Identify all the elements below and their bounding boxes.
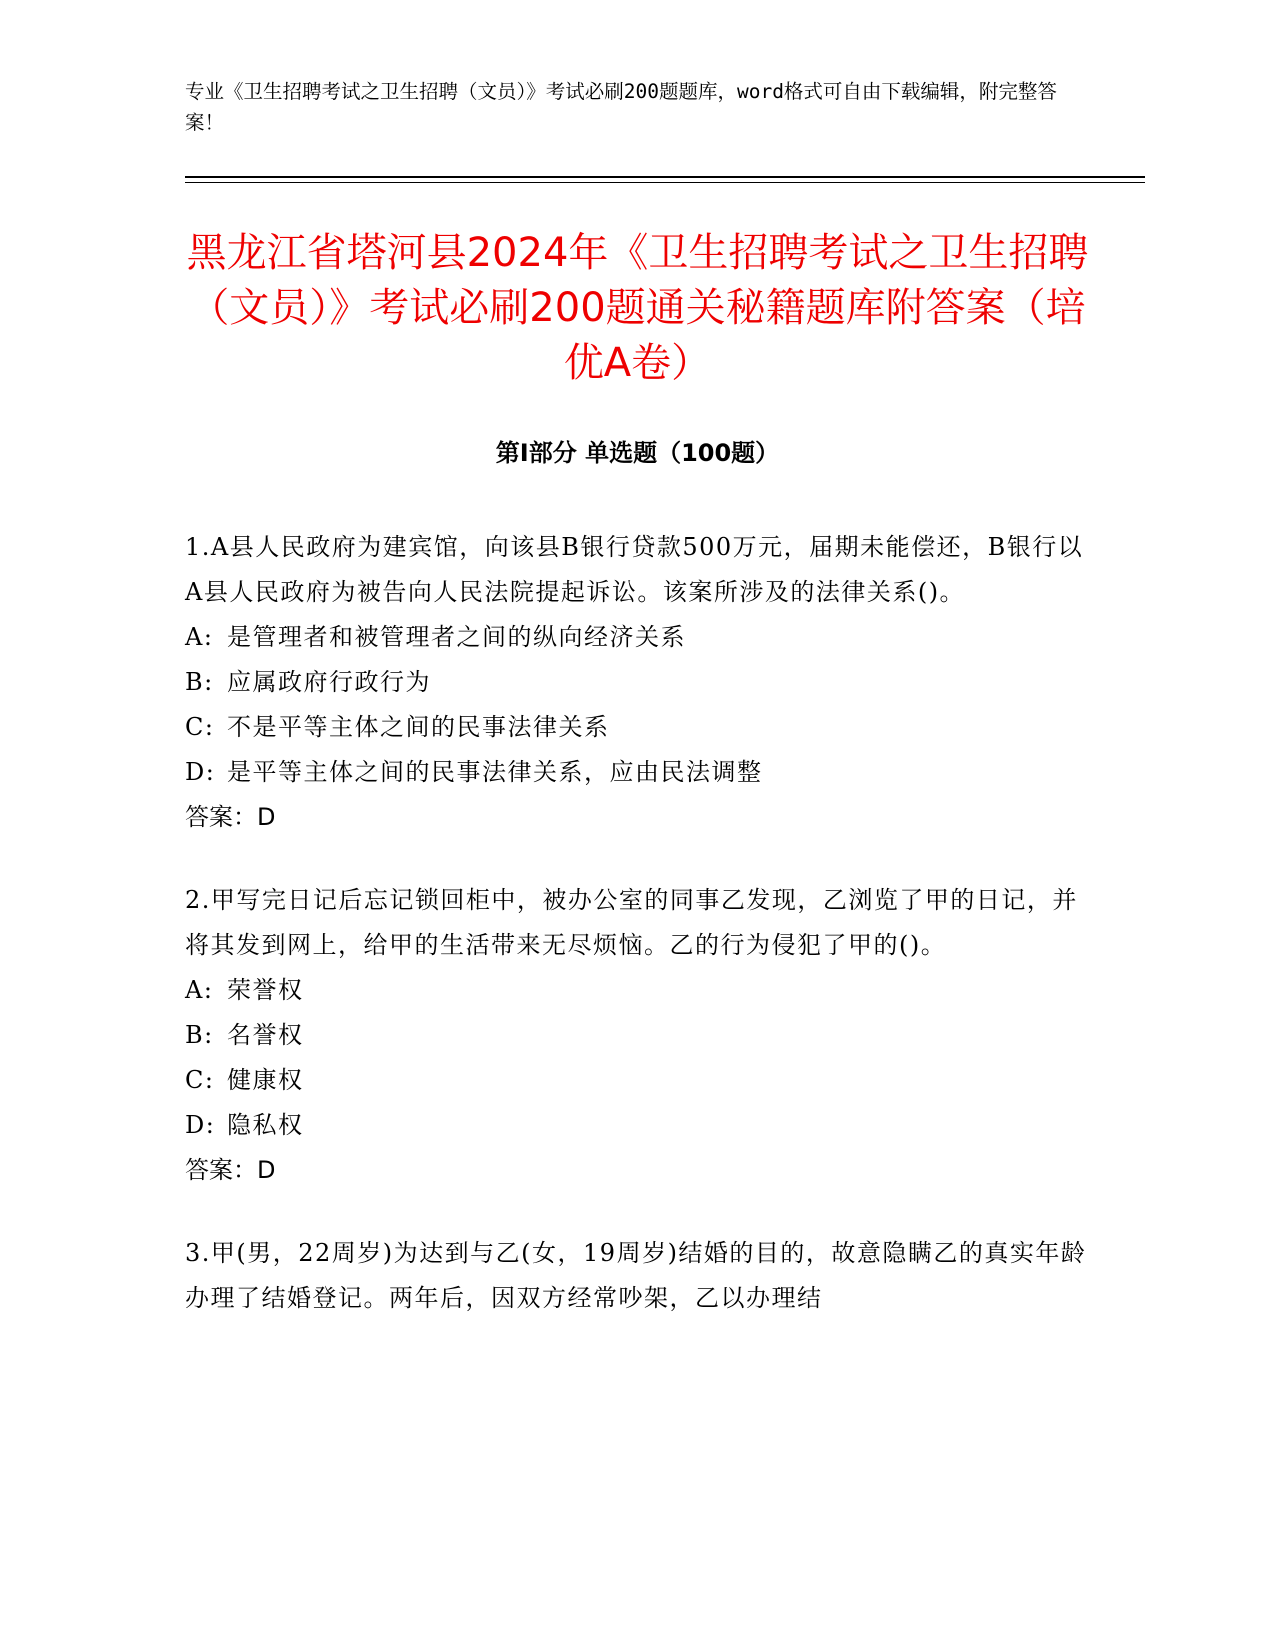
option-d: [185, 750, 1090, 795]
header-note: 专业《卫生招聘考试之卫生招聘（文员）》考试必刷200题题库，word格式可自由下载编辑，附完整答案！: [185, 80, 1057, 134]
answer-line: 答案：D: [185, 1156, 276, 1184]
option-key: C:: [185, 713, 215, 741]
document-title: 黑龙江省塔河县2024年《卫生招聘考试之卫生招聘（文员）》考试必刷200题通关秘籍题库附答案（培优A卷）: [186, 230, 1089, 386]
option-text: 应属政府行政行为: [227, 668, 431, 696]
header-rule-thick: [185, 176, 1145, 178]
option-text: 隐私权: [227, 1111, 304, 1139]
option-key: C:: [185, 1066, 215, 1094]
option-text: 是平等主体之间的民事法律关系，应由民法调整: [227, 758, 763, 786]
option-key: A:: [185, 976, 214, 1004]
question-1: [185, 525, 1090, 840]
option-c: [185, 705, 1090, 750]
option-a: [185, 615, 1090, 660]
option-text: 是管理者和被管理者之间的纵向经济关系: [227, 623, 686, 651]
question-stem: 3.甲(男，22周岁)为达到与乙(女，19周岁)结婚的目的，故意隐瞒乙的真实年龄办理了结婚登记。两年后，因双方经常吵架，乙以办理结: [185, 1239, 1087, 1312]
question-2: [185, 878, 1090, 1193]
option-text: 荣誉权: [227, 976, 304, 1004]
option-key: B:: [185, 1021, 214, 1049]
option-key: A:: [185, 623, 214, 651]
option-a: [185, 968, 1090, 1013]
option-key: B:: [185, 668, 214, 696]
option-text: 名誉权: [227, 1021, 304, 1049]
option-key: D:: [185, 758, 216, 786]
question-list: [185, 525, 1090, 1359]
option-c: [185, 1058, 1090, 1103]
question-3: [185, 1231, 1090, 1321]
option-text: 健康权: [227, 1066, 304, 1094]
option-key: D:: [185, 1111, 216, 1139]
question-stem: 1.A县人民政府为建宾馆，向该县B银行贷款500万元，届期未能偿还，B银行以A县人民政府为被告向人民法院提起诉讼。该案所涉及的法律关系()。: [185, 533, 1084, 606]
section-heading: 第Ⅰ部分 单选题（100题）: [495, 439, 780, 467]
option-b: [185, 660, 1090, 705]
header-rule-thin: [185, 182, 1145, 183]
option-d: [185, 1103, 1090, 1148]
answer-line: 答案：D: [185, 803, 276, 831]
question-stem: 2.甲写完日记后忘记锁回柜中，被办公室的同事乙发现，乙浏览了甲的日记，并将其发到网上，给甲的生活带来无尽烦恼。乙的行为侵犯了甲的()。: [185, 886, 1078, 959]
option-text: 不是平等主体之间的民事法律关系: [227, 713, 610, 741]
option-b: [185, 1013, 1090, 1058]
